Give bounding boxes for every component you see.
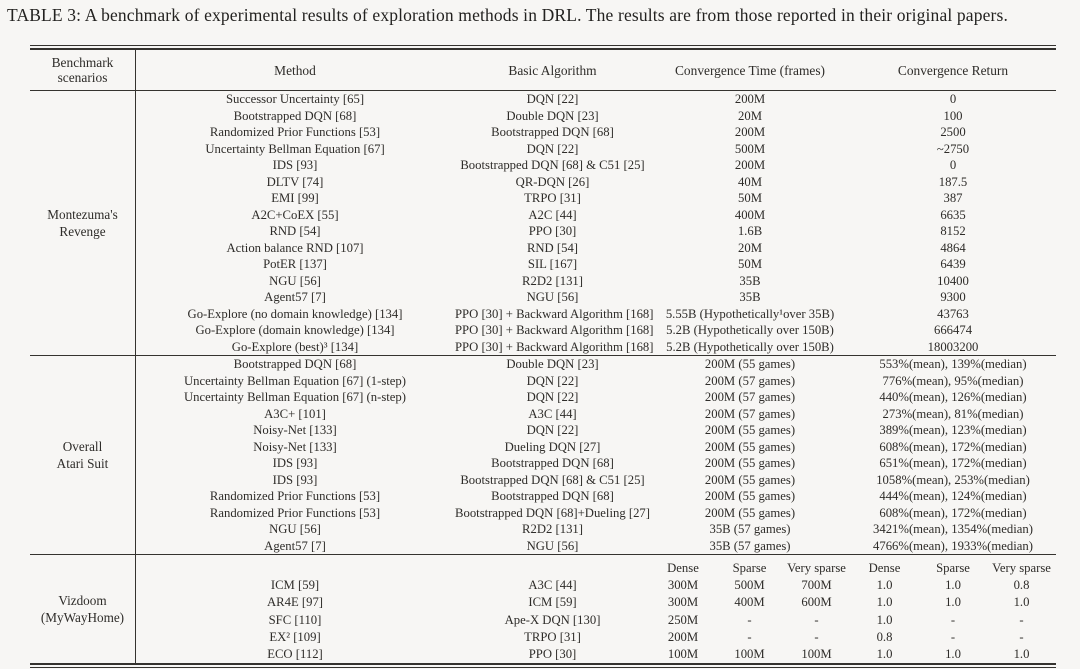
scenario-line: Revenge <box>59 224 106 239</box>
scenario-line: Montezuma's <box>47 207 118 222</box>
time-cell: 1.6B <box>737 224 763 239</box>
time-cell: 35B (57 games) <box>709 522 791 537</box>
method-cell: Noisy-Net [133] <box>253 423 337 438</box>
algorithm-cell: DQN [22] <box>526 141 579 156</box>
method-cell: NGU [56] <box>269 522 321 537</box>
table-row <box>135 505 1056 522</box>
table-caption: TABLE 3: A benchmark of experimental results of exploration methods in DRL. The results are from those reported in their original papers. <box>7 5 1009 25</box>
table-row <box>135 455 1056 472</box>
table-row <box>135 91 1056 108</box>
method-cell: Agent57 [7] <box>264 290 326 305</box>
table-row <box>135 141 1056 158</box>
algorithm-cell: Bootstrapped DQN [68] <box>491 489 614 504</box>
return-cell: 273%(mean), 81%(median) <box>882 406 1024 421</box>
table-bottom-rule <box>30 663 1056 668</box>
table-row <box>135 124 1056 141</box>
table-row <box>135 289 1056 306</box>
time-cell: 100M <box>734 647 765 662</box>
time-cell: 200M (55 games) <box>704 439 796 454</box>
return-cell: 1.0 <box>945 577 961 592</box>
return-cell: 1.0 <box>945 595 961 610</box>
return-cell: 4864 <box>940 240 966 255</box>
return-cell: 440%(mean), 126%(median) <box>879 390 1027 405</box>
return-cell: 666474 <box>933 323 973 338</box>
table-row <box>135 339 1056 356</box>
algorithm-cell: Bootstrapped DQN [68] & C51 [25] <box>460 472 645 487</box>
return-cell: 1.0 <box>876 647 893 662</box>
header-method: Method <box>274 62 316 78</box>
scenario-cell <box>30 356 135 554</box>
time-cell: 40M <box>738 174 762 189</box>
return-cell: 1.0 <box>1013 647 1030 662</box>
return-cell: 18003200 <box>927 339 979 354</box>
time-cell: 700M <box>801 577 832 592</box>
algorithm-cell: A3C [44] <box>528 577 577 592</box>
section-rows <box>135 356 1056 554</box>
algorithm-cell: TRPO [31] <box>524 629 581 644</box>
method-cell: Bootstrapped DQN [68] <box>233 357 357 372</box>
return-cell: 10400 <box>937 273 969 288</box>
time-cell: 200M (55 games) <box>704 357 796 372</box>
return-cell: 1.0 <box>876 595 893 610</box>
table-row <box>135 273 1056 290</box>
time-cell: 5.2B (Hypothetically over 150B) <box>666 339 834 354</box>
header-convergence-time: Convergence Time (frames) <box>675 62 825 78</box>
method-cell: Randomized Prior Functions [53] <box>209 505 381 520</box>
return-cell: 0 <box>949 92 957 107</box>
algorithm-cell: SIL [167] <box>527 257 578 272</box>
scenario-cell <box>30 91 135 355</box>
method-cell: A2C+CoEX [55] <box>251 207 339 222</box>
table-row <box>135 373 1056 390</box>
table-header-row <box>30 50 1056 90</box>
algorithm-cell: DQN [22] <box>526 390 579 405</box>
scenario-line: (MyWayHome) <box>40 609 125 625</box>
time-cell: 300M <box>667 577 699 592</box>
return-cell: 387 <box>943 191 963 206</box>
section-rows <box>135 555 1056 663</box>
algorithm-cell: A2C [44] <box>528 207 577 222</box>
return-cell: 1.0 <box>945 647 961 662</box>
algorithm-cell: ICM [59] <box>528 595 577 610</box>
time-cell: 50M <box>738 257 762 272</box>
return-cell: 553%(mean), 139%(median) <box>879 357 1027 372</box>
time-cell: 100M <box>667 647 699 662</box>
time-cell: - <box>814 612 819 627</box>
return-cell: - <box>950 612 956 627</box>
return-cell: 4766%(mean), 1933%(median) <box>873 538 1033 553</box>
method-cell: DLTV [74] <box>266 174 324 189</box>
method-cell: IDS [93] <box>272 472 318 487</box>
return-cell: 100 <box>943 108 963 123</box>
header-benchmark-scenarios <box>30 55 135 85</box>
time-cell: 200M <box>734 92 766 107</box>
time-cell: - <box>814 629 819 644</box>
table-row <box>135 472 1056 489</box>
table-row <box>135 322 1056 339</box>
subheader-time-dense: Dense <box>667 560 699 575</box>
header-benchmark-line2: scenarios <box>57 70 108 85</box>
time-cell: 600M <box>801 595 832 610</box>
table-row <box>135 628 1056 645</box>
algorithm-cell: DQN [22] <box>526 423 579 438</box>
time-cell: - <box>747 629 752 644</box>
time-cell: 400M <box>734 207 766 222</box>
table-row <box>135 223 1056 240</box>
subheader-return-very-sparse: Very sparse <box>992 560 1051 575</box>
table-row <box>135 174 1056 191</box>
method-cell: Successor Uncertainty [65] <box>225 92 365 107</box>
algorithm-cell: R2D2 [131] <box>522 522 583 537</box>
return-cell: 43763 <box>937 306 969 321</box>
algorithm-cell: DQN [22] <box>526 92 579 107</box>
table-row <box>135 190 1056 207</box>
time-cell: 200M (57 games) <box>704 390 796 405</box>
scenario-column-divider <box>135 50 136 663</box>
time-cell: 500M <box>734 141 766 156</box>
time-cell: 200M <box>734 158 766 173</box>
time-cell: 400M <box>734 595 765 610</box>
algorithm-cell: Double DQN [23] <box>506 357 599 372</box>
time-cell: 200M (55 games) <box>704 423 796 438</box>
method-cell: ICM [59] <box>270 577 320 592</box>
method-cell: PotER [137] <box>263 257 327 272</box>
time-cell: 20M <box>738 108 762 123</box>
time-cell: 5.55B (Hypothetically¹over 35B) <box>665 306 835 321</box>
algorithm-cell: NGU [56] <box>526 290 579 305</box>
algorithm-cell: TRPO [31] <box>524 191 581 206</box>
time-cell: 200M <box>667 629 699 644</box>
table-row <box>135 538 1056 555</box>
time-cell: 35B <box>739 273 761 288</box>
method-cell: Go-Explore (domain knowledge) [134] <box>195 323 395 338</box>
algorithm-cell: RND [54] <box>526 240 579 255</box>
header-benchmark-line1: Benchmark <box>51 55 114 70</box>
return-cell: 1.0 <box>876 612 893 627</box>
subheader-time-sparse: Sparse <box>732 560 767 575</box>
return-cell: 608%(mean), 172%(median) <box>879 505 1027 520</box>
method-cell: ECO [112] <box>267 647 323 662</box>
method-cell: Action balance RND [107] <box>226 240 364 255</box>
algorithm-cell: R2D2 [131] <box>522 273 583 288</box>
time-cell: 200M (55 games) <box>704 472 796 487</box>
subheader-row <box>135 559 1056 576</box>
algorithm-cell: PPO [30] + Backward Algorithm [168] <box>455 339 654 354</box>
method-cell: IDS [93] <box>272 158 318 173</box>
method-cell: EX² [109] <box>269 629 321 644</box>
return-cell: 1.0 <box>876 577 893 592</box>
table-section <box>30 555 1056 663</box>
time-cell: 35B <box>739 290 761 305</box>
table-row <box>135 611 1056 628</box>
method-cell: NGU [56] <box>269 273 321 288</box>
time-cell: 300M <box>667 595 699 610</box>
header-convergence-return: Convergence Return <box>897 62 1009 78</box>
time-cell: 500M <box>734 577 765 592</box>
time-cell: 200M (55 games) <box>704 505 796 520</box>
table-section <box>30 91 1056 355</box>
return-cell: 6439 <box>940 257 966 272</box>
return-cell: 2500 <box>940 125 966 140</box>
subheader-return-dense: Dense <box>868 560 901 575</box>
algorithm-cell: PPO [30] + Backward Algorithm [168] <box>455 306 654 321</box>
algorithm-cell: PPO [30] <box>528 647 577 662</box>
algorithm-cell: NGU [56] <box>526 538 579 553</box>
return-cell: 444%(mean), 124%(median) <box>879 489 1027 504</box>
time-cell: 250M <box>667 612 699 627</box>
algorithm-cell: DQN [22] <box>526 373 579 388</box>
scenario-line: Atari Suit <box>56 456 109 471</box>
algorithm-cell: Bootstrapped DQN [68] <box>491 456 614 471</box>
table-row <box>135 306 1056 323</box>
return-cell: 3421%(mean), 1354%(median) <box>873 522 1033 537</box>
method-cell: Bootstrapped DQN [68] <box>233 108 357 123</box>
table-row <box>135 645 1056 662</box>
time-cell: - <box>747 612 752 627</box>
table-row <box>135 108 1056 125</box>
subheader-time-very-sparse: Very sparse <box>787 560 846 575</box>
time-cell: 20M <box>738 240 762 255</box>
time-cell: 35B (57 games) <box>709 538 791 553</box>
time-cell: 5.2B (Hypothetically over 150B) <box>666 323 834 338</box>
time-cell: 200M (57 games) <box>704 373 796 388</box>
method-cell: RND [54] <box>269 224 321 239</box>
table-section <box>30 356 1056 554</box>
return-cell: 8152 <box>940 224 966 239</box>
table-row <box>135 389 1056 406</box>
table-row <box>135 488 1056 505</box>
method-cell: AR4E [97] <box>266 595 324 610</box>
return-cell: 776%(mean), 95%(median) <box>882 373 1024 388</box>
time-cell: 50M <box>738 191 762 206</box>
return-cell: 9300 <box>940 290 966 305</box>
method-cell: Go-Explore (best)³ [134] <box>231 339 359 354</box>
table-row <box>135 256 1056 273</box>
algorithm-cell: QR-DQN [26] <box>515 174 590 189</box>
table-row <box>135 157 1056 174</box>
algorithm-cell: Bootstrapped DQN [68] & C51 [25] <box>460 158 645 173</box>
benchmark-table <box>30 45 1056 668</box>
table-row <box>135 439 1056 456</box>
algorithm-cell: A3C [44] <box>528 406 577 421</box>
method-cell: Uncertainty Bellman Equation [67] (n-step) <box>184 390 406 405</box>
table-row <box>135 356 1056 373</box>
method-cell: SFC [110] <box>268 612 322 627</box>
method-cell: Randomized Prior Functions [53] <box>209 125 381 140</box>
method-cell: IDS [93] <box>272 456 318 471</box>
time-cell: 200M (55 games) <box>704 456 796 471</box>
method-cell: Go-Explore (no domain knowledge) [134] <box>187 306 403 321</box>
return-cell: 1.0 <box>1013 595 1030 610</box>
return-cell: 6635 <box>940 207 966 222</box>
return-cell: ~2750 <box>936 141 970 156</box>
algorithm-cell: PPO [30] + Backward Algorithm [168] <box>455 323 654 338</box>
return-cell: 651%(mean), 172%(median) <box>879 456 1027 471</box>
method-cell: Randomized Prior Functions [53] <box>209 489 381 504</box>
return-cell: - <box>950 629 956 644</box>
algorithm-cell: Double DQN [23] <box>506 108 599 123</box>
time-cell: 200M (57 games) <box>704 406 796 421</box>
algorithm-cell: Ape-X DQN [130] <box>504 612 601 627</box>
scenario-line: Overall <box>62 439 103 454</box>
return-cell: 608%(mean), 172%(median) <box>879 439 1027 454</box>
table-row <box>135 240 1056 257</box>
table-body <box>30 91 1056 663</box>
return-cell: 187.5 <box>938 174 968 189</box>
algorithm-cell: Bootstrapped DQN [68] <box>491 125 614 140</box>
return-cell: 0 <box>949 158 957 173</box>
time-cell: 200M (55 games) <box>704 489 796 504</box>
section-rows <box>135 91 1056 355</box>
return-cell: 0.8 <box>876 629 893 644</box>
table-row <box>135 521 1056 538</box>
scenario-cell <box>30 555 135 663</box>
time-cell: 100M <box>801 647 832 662</box>
table-row <box>135 207 1056 224</box>
method-cell: A3C+ [101] <box>264 406 326 421</box>
return-cell: 1058%(mean), 253%(median) <box>876 472 1030 487</box>
table-row <box>135 576 1056 593</box>
algorithm-cell: Dueling DQN [27] <box>504 439 601 454</box>
header-basic-algorithm: Basic Algorithm <box>508 62 597 78</box>
method-cell: Uncertainty Bellman Equation [67] (1-step) <box>184 373 406 388</box>
scenario-line: Vizdoom <box>58 592 107 608</box>
return-cell: - <box>1019 612 1024 627</box>
return-cell: - <box>1019 629 1024 644</box>
method-cell: Uncertainty Bellman Equation [67] <box>205 141 385 156</box>
method-cell: Noisy-Net [133] <box>253 439 337 454</box>
table-row <box>135 594 1056 611</box>
method-cell: Agent57 [7] <box>264 538 326 553</box>
time-cell: 200M <box>734 125 766 140</box>
algorithm-cell: PPO [30] <box>528 224 577 239</box>
return-cell: 0.8 <box>1013 577 1030 592</box>
return-cell: 389%(mean), 123%(median) <box>879 423 1027 438</box>
subheader-return-sparse: Sparse <box>936 560 970 575</box>
method-cell: EMI [99] <box>271 191 319 206</box>
table-row <box>135 406 1056 423</box>
algorithm-cell: Bootstrapped DQN [68]+Dueling [27] <box>455 505 650 520</box>
table-row <box>135 422 1056 439</box>
